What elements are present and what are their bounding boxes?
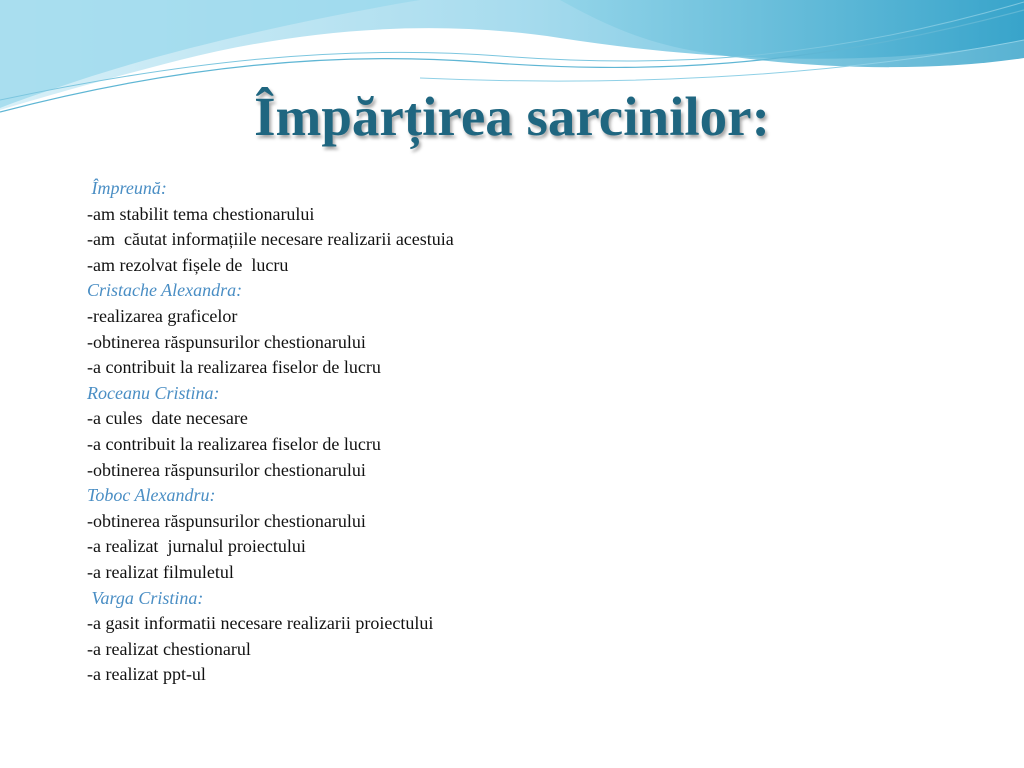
task-item: -a contribuit la realizarea fiselor de lucru xyxy=(87,357,381,378)
task-item: -realizarea graficelor xyxy=(87,305,238,326)
task-item: -a realizat chestionarul xyxy=(87,638,251,659)
task-item: -a realizat filmuletul xyxy=(87,561,234,582)
task-item: -obtinerea răspunsurilor chestionarului xyxy=(87,459,366,480)
task-item: -a cules date necesare xyxy=(87,408,248,429)
section-heading: Varga Cristina: xyxy=(87,587,204,608)
section-heading: Roceanu Cristina: xyxy=(87,382,220,403)
section-heading: Împreună: xyxy=(87,178,167,198)
task-item: -obtinerea răspunsurilor chestionarului xyxy=(87,510,366,531)
task-item: -a realizat jurnalul proiectului xyxy=(87,536,306,557)
task-item: -am căutat informațiile necesare realizarii acestuia xyxy=(87,229,454,250)
task-item: -a contribuit la realizarea fiselor de lucru xyxy=(87,433,381,454)
slide-title: Împărțirea sarcinilor: xyxy=(254,86,770,147)
section-heading: Cristache Alexandra: xyxy=(87,280,243,301)
task-list xyxy=(87,176,967,688)
task-item: -a realizat ppt-ul xyxy=(87,664,206,685)
task-item: -am rezolvat fișele de lucru xyxy=(87,254,289,275)
task-item: -a gasit informatii necesare realizarii proiectului xyxy=(87,613,434,634)
section-heading: Toboc Alexandru: xyxy=(87,485,216,506)
task-item: -obtinerea răspunsurilor chestionarului xyxy=(87,331,366,352)
task-item: -am stabilit tema chestionarului xyxy=(87,203,315,224)
